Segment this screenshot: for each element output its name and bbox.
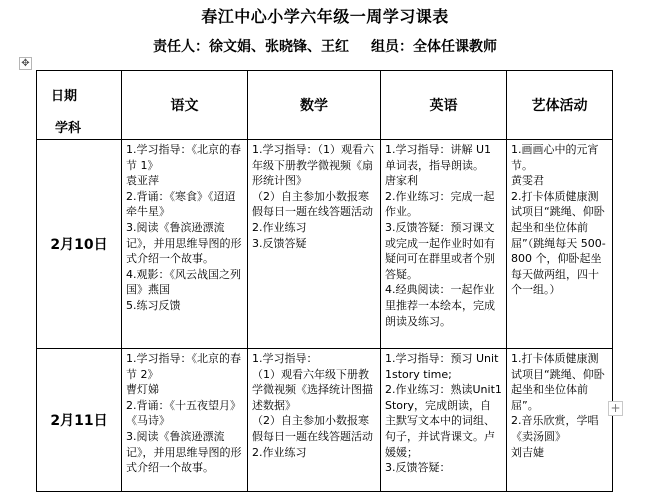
header-math: 数学 (248, 71, 381, 140)
cell-line: 2.背诵：《寒食》《迢迢牵牛星》 (126, 189, 236, 219)
cell-line: 黄雯君 (511, 174, 544, 188)
cell-line: 2.音乐欣赏，学唱《卖汤圆》 (511, 414, 599, 443)
cell-line: 2.作业练习 (252, 220, 307, 234)
english-cell (381, 140, 507, 349)
header-date-label: 日期 (51, 89, 78, 104)
cell-line: 4.经典阅读：一起作业里推荐一本绘本，完成朗读及练习。 (385, 283, 495, 328)
cell-line: 5.练习反馈 (126, 298, 181, 312)
page-subtitle (0, 36, 650, 56)
cell-line: 2.作业练习：熟读Unit1Story，完成朗读，自主默写文本中的词组、句子，并试背课文。卢媛媛； (385, 383, 502, 459)
header-arts: 艺体活动 (507, 71, 613, 140)
cell-line: 2.打卡体质健康测试项目“跳绳、仰卧起坐和坐位体前屈”（跳绳每天 500-800 个，仰卧起坐每天做两组，四十个一组。） (511, 189, 606, 297)
cell-line: 2.背诵：《十五夜望月》《马诗》 (126, 398, 241, 428)
header-english: 英语 (381, 71, 507, 140)
cell-line: 袁亚萍 (126, 174, 159, 188)
cell-line: 1.学习指导：（1）观看六年级下册教学微视频《扇形统计图》 (252, 143, 374, 188)
cell-line: 3.反馈答疑：预习课文或完成一起作业时如有疑问可在群里或者个别答疑。 (385, 220, 495, 281)
cell-line: 3.反馈答疑 (252, 236, 307, 250)
members-text: 组员：全体任课教师 (371, 39, 497, 55)
responsible-text: 责任人：徐文娟、张晓锋、王红 (153, 39, 349, 55)
move-cross-icon[interactable]: ✥ (19, 57, 32, 70)
corner-header-cell (37, 71, 122, 140)
cell-line: 4.观影：《风云战国之列国》燕国 (126, 267, 241, 297)
cell-line: 1.学习指导：讲解 U1 单词表，指导朗读。 (385, 143, 492, 172)
cell-line: 3.反馈答疑： (385, 461, 451, 475)
cell-line: 3.阅读《鲁滨逊漂流记》，并用思维导图的形式介绍一个故事。 (126, 429, 242, 475)
cell-line: 1.学习指导： (252, 352, 318, 365)
date-cell: 2月11日 (37, 349, 122, 492)
cell-line: 1.学习指导：《北京的春节 2》 (126, 352, 241, 381)
header-chinese: 语文 (122, 71, 248, 140)
header-subject-label: 学科 (55, 121, 82, 136)
math-cell (248, 140, 381, 349)
table-row (37, 349, 613, 492)
cell-line: 1.画画心中的元宵节。 (511, 143, 599, 172)
arts-cell (507, 349, 613, 492)
cell-line: （2）自主参加小数报寒假每日一题在线答题活动 (252, 414, 373, 443)
cell-line: （1）观看六年级下册教学微视频《选择统计图描述数据》 (252, 367, 373, 412)
table-row (37, 140, 613, 349)
arts-cell (507, 140, 613, 349)
cell-line: 2.作业练习：完成一起作业。 (385, 189, 495, 219)
chinese-cell (122, 140, 248, 349)
cell-line: 1.打卡体质健康测试项目“跳绳、仰卧起坐和坐位体前屈”。 (511, 352, 605, 412)
cell-line: 2.作业练习 (252, 445, 307, 459)
cell-line: 1.学习指导：《北京的春节 1》 (126, 143, 241, 172)
cell-line: 曹灯娣 (126, 383, 159, 397)
cell-line: 1.学习指导：预习 Unit1story time; (385, 352, 499, 381)
plus-icon[interactable]: + (608, 401, 623, 416)
math-cell (248, 349, 381, 492)
chinese-cell (122, 349, 248, 492)
cell-line: （2）自主参加小数报寒假每日一题在线答题活动 (252, 189, 373, 219)
english-cell (381, 349, 507, 492)
schedule-table (36, 70, 613, 492)
header-row (37, 71, 613, 140)
cell-line: 唐家利 (385, 174, 418, 188)
cell-line: 刘吉婕 (511, 445, 544, 459)
page-title: 春江中心小学六年级一周学习课表 (201, 7, 449, 26)
date-cell: 2月10日 (37, 140, 122, 349)
cell-line: 3.阅读《鲁滨逊漂流记》，并用思维导图的形式介绍一个故事。 (126, 220, 242, 266)
